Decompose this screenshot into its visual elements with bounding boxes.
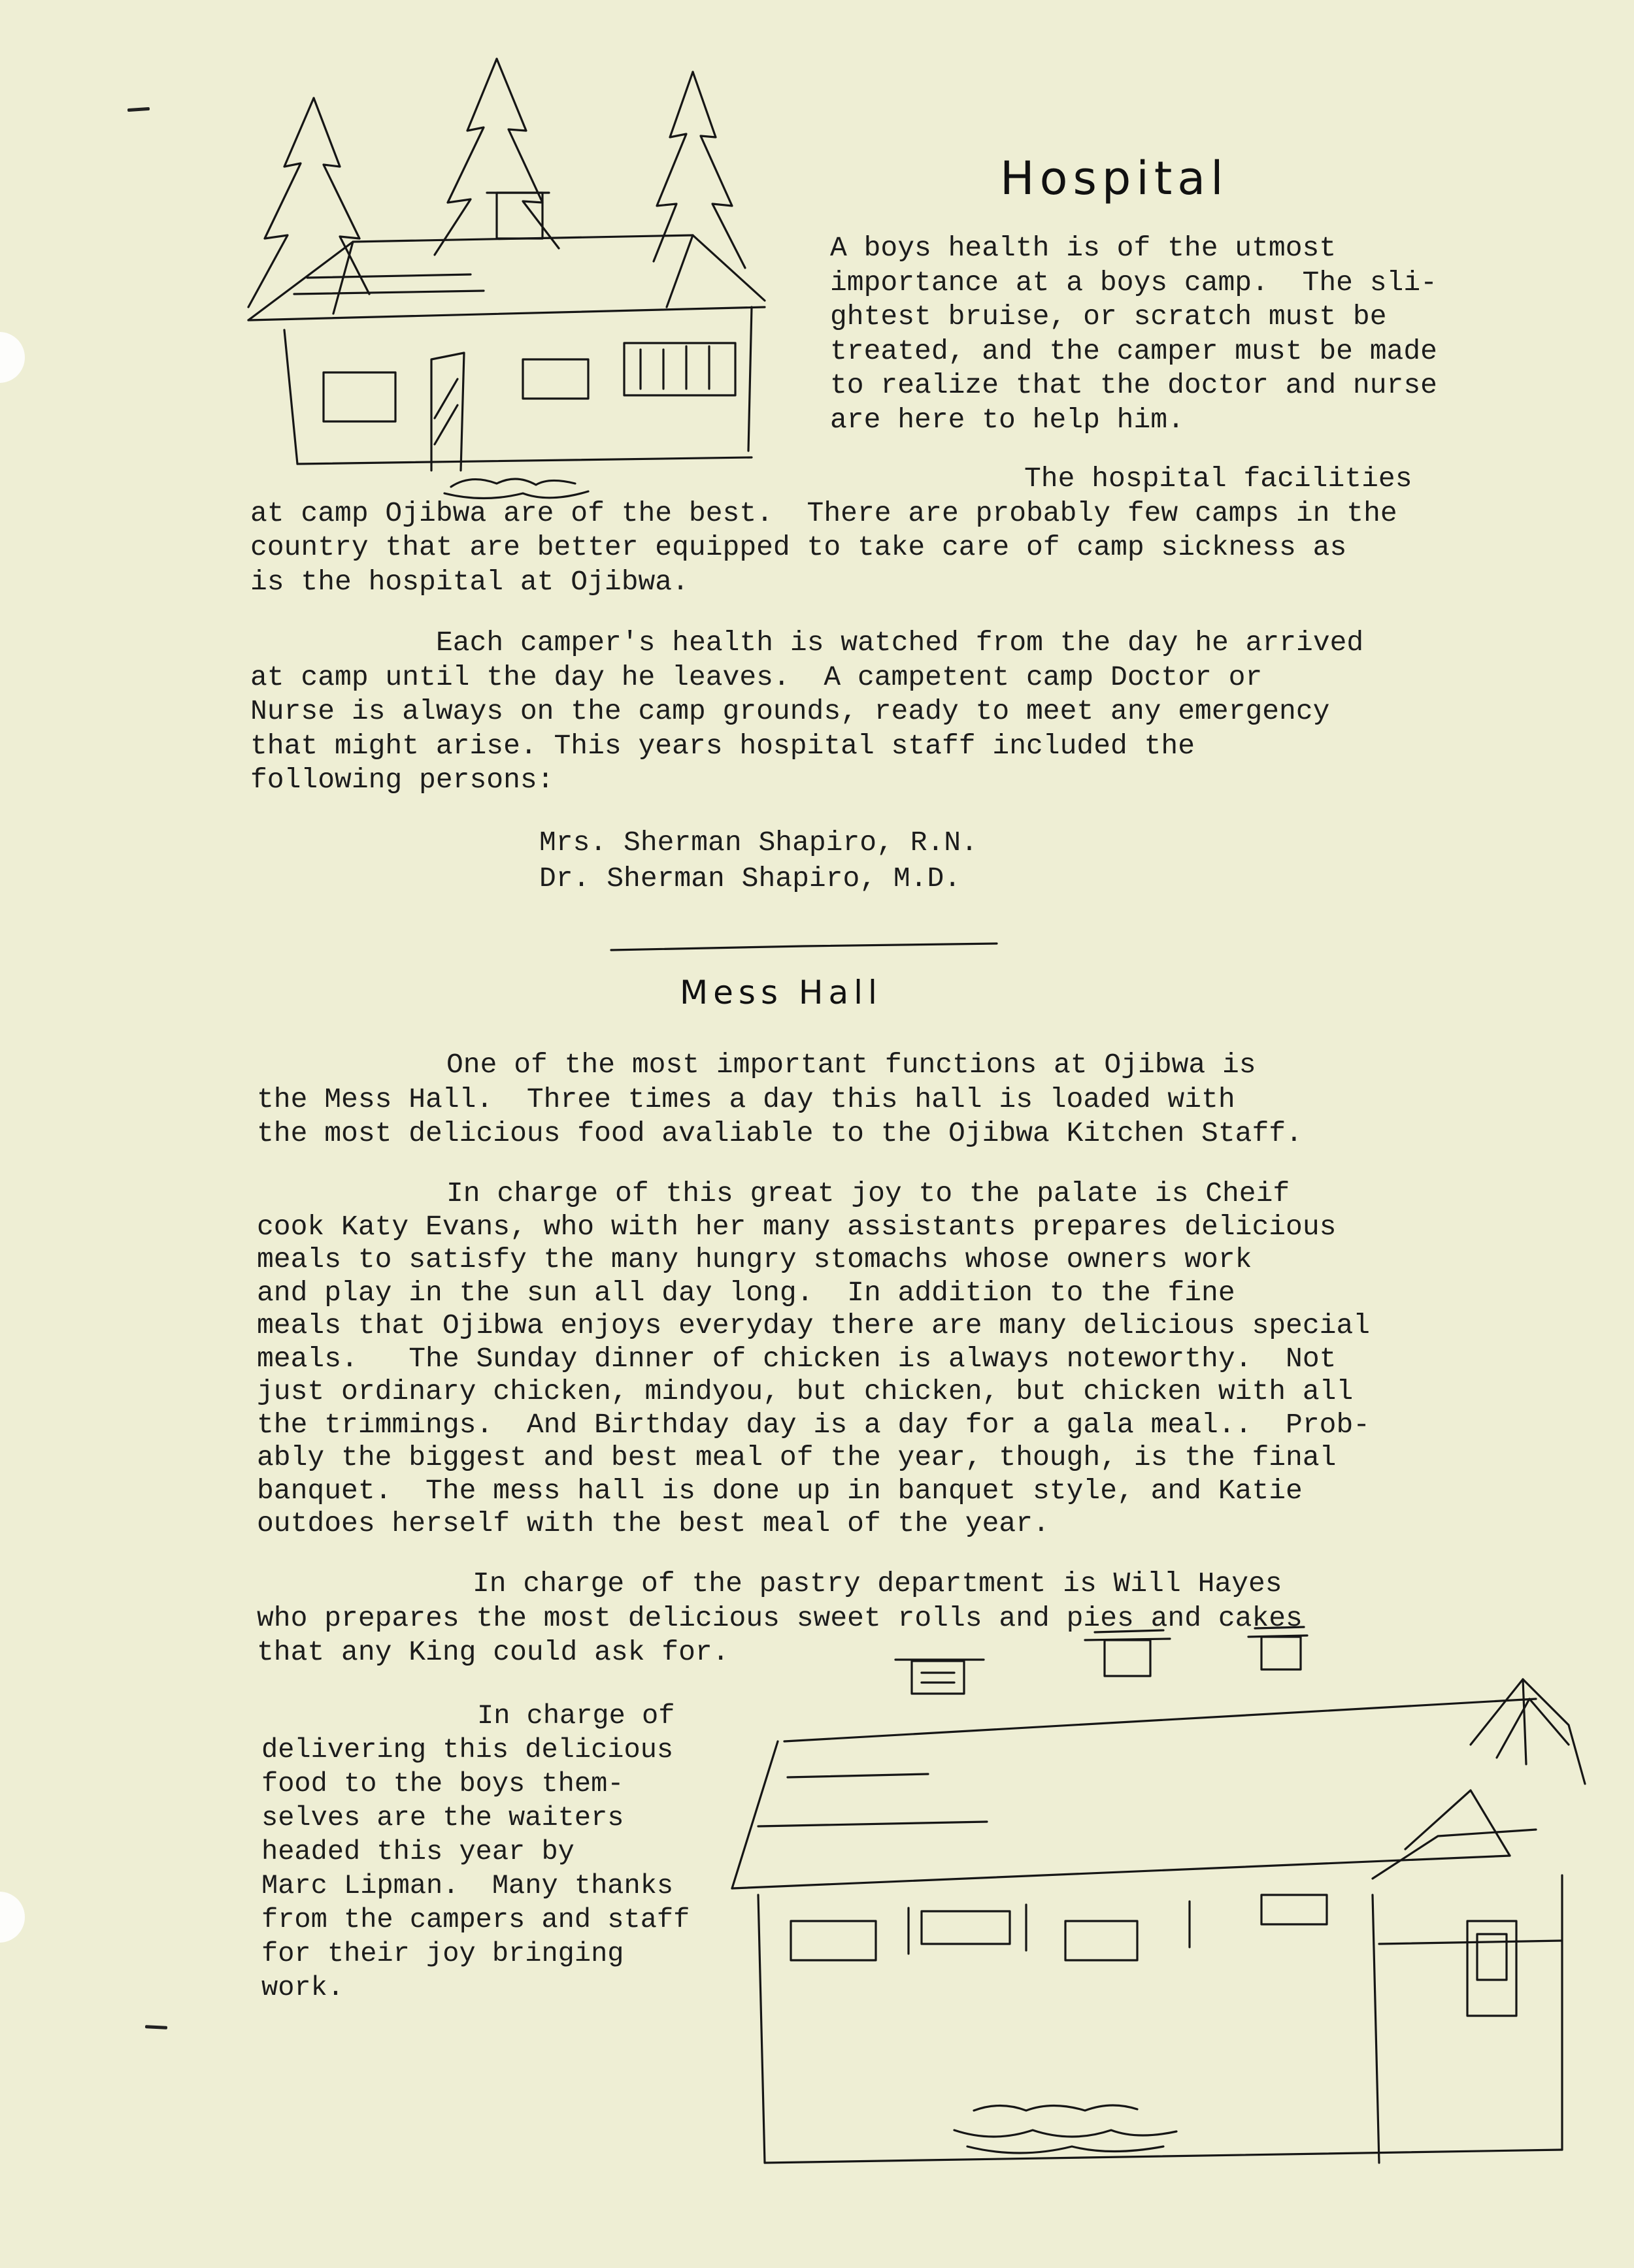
text-line: A boys health is of the utmost: [830, 232, 1337, 264]
text-line: work.: [261, 1972, 344, 2003]
text-line: the most delicious food avaliable to the Ojibwa Kitchen Staff.: [257, 1117, 1303, 1149]
hospital-health-paragraph: [250, 626, 1363, 798]
text-line: Nurse is always on the camp grounds, ready to meet any emergency: [250, 695, 1330, 727]
text-line: outdoes herself with the best meal of the year.: [257, 1507, 1050, 1539]
text-line: just ordinary chicken, mindyou, but chicken, but chicken with all: [257, 1375, 1354, 1407]
text-line: selves are the waiters: [261, 1802, 624, 1833]
text-line: ably the biggest and best meal of the year, though, is the final: [257, 1441, 1337, 1473]
mess-hall-kitchen-paragraph: [257, 1177, 1370, 1541]
text-line: cook Katy Evans, who with her many assistants prepares delicious: [257, 1210, 1337, 1243]
text-line: the trimmings. And Birthday day is a day for a gala meal.. Prob-: [257, 1408, 1371, 1441]
hospital-heading: Hospital: [1000, 152, 1229, 205]
staff-name: Mrs. Sherman Shapiro, R.N.: [539, 827, 978, 859]
text-line: banquet. The mess hall is done up in banquet style, and Katie: [257, 1474, 1303, 1507]
mess-hall-heading: Mess Hall: [680, 974, 882, 1011]
text-line: and play in the sun all day long. In addition to the fine: [257, 1276, 1235, 1309]
margin-mark: [127, 107, 150, 112]
text-line: meals. The Sunday dinner of chicken is always noteworthy. Not: [257, 1342, 1337, 1375]
text-line: for their joy bringing: [261, 1938, 624, 1969]
mess-hall-waiters-paragraph: [261, 1699, 690, 2005]
text-line: In charge of the pastry department is Will Hayes: [473, 1568, 1282, 1600]
section-divider-line: [608, 941, 1000, 954]
text-line: from the campers and staff: [261, 1904, 690, 1935]
text-line: that any King could ask for.: [257, 1636, 729, 1668]
text-line: the Mess Hall. Three times a day this hall is loaded with: [257, 1083, 1235, 1115]
text-line: importance at a boys camp. The sli-: [830, 266, 1437, 299]
text-line: In charge of: [477, 1700, 675, 1732]
binder-hole-top: [0, 332, 25, 383]
mess-hall-intro-paragraph: [257, 1048, 1303, 1151]
hospital-sketch-illustration: [235, 52, 771, 497]
text-line: In charge of this great joy to the palate is Cheif: [446, 1177, 1290, 1209]
text-line: that might arise. This years hospital staff included the: [250, 729, 1195, 762]
text-line: The hospital facilities: [1024, 463, 1412, 495]
text-line: headed this year by: [261, 1836, 575, 1867]
text-line: to realize that the doctor and nurse: [830, 369, 1437, 401]
text-line: delivering this delicious: [261, 1734, 674, 1766]
text-line: Each camper's health is watched from the day he arrived: [436, 627, 1364, 659]
text-line: One of the most important functions at Ojibwa is: [446, 1049, 1256, 1081]
text-line: ghtest bruise, or scratch must be: [830, 301, 1387, 333]
hospital-intro-paragraph: [830, 231, 1437, 437]
text-line: are here to help him.: [830, 403, 1184, 436]
text-line: who prepares the most delicious sweet rolls and pies and cakes: [257, 1602, 1303, 1634]
text-line: meals to satisfy the many hungry stomachs whose owners work: [257, 1243, 1252, 1275]
text-line: is the hospital at Ojibwa.: [250, 565, 689, 598]
text-line: following persons:: [250, 764, 554, 796]
margin-mark: [145, 2025, 167, 2030]
mess-hall-sketch-illustration: [719, 1614, 1595, 2189]
hospital-facilities-paragraph: [250, 462, 1412, 599]
binder-hole-bottom: [0, 1892, 25, 1943]
text-line: at camp until the day he leaves. A campetent camp Doctor or: [250, 661, 1263, 693]
text-line: food to the boys them-: [261, 1768, 624, 1800]
text-line: Marc Lipman. Many thanks: [261, 1870, 674, 1901]
text-line: at camp Ojibwa are of the best. There are probably few camps in the: [250, 497, 1397, 529]
text-line: treated, and the camper must be made: [830, 335, 1437, 367]
text-line: meals that Ojibwa enjoys everyday there are many delicious special: [257, 1309, 1371, 1341]
hospital-staff-list: [539, 825, 978, 896]
staff-name: Dr. Sherman Shapiro, M.D.: [539, 863, 961, 895]
text-line: country that are better equipped to take care of camp sickness as: [250, 531, 1347, 563]
